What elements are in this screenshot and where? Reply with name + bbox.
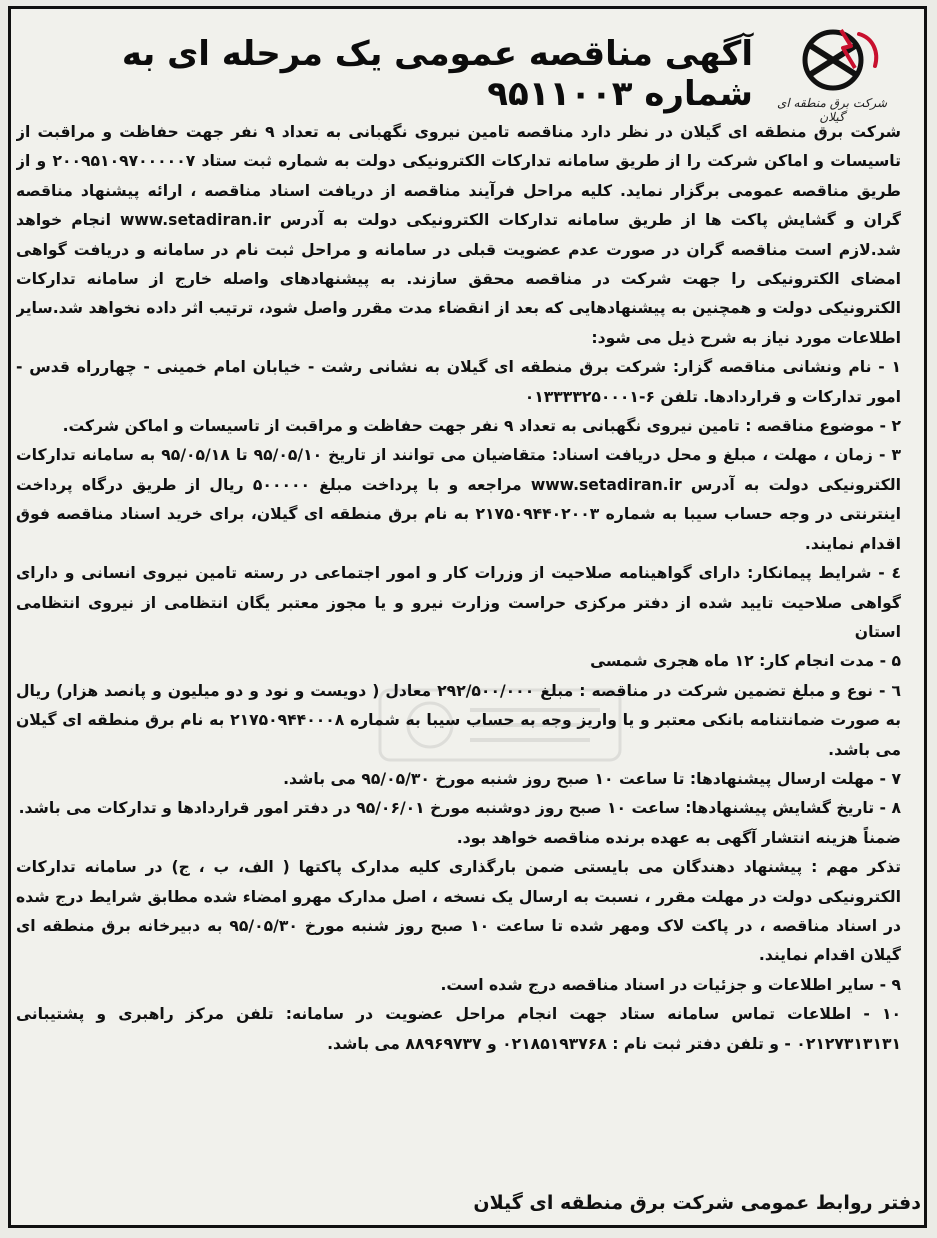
item-tenderer-address: ۱ - نام ونشانی مناقصه گزار: شرکت برق منطقه ای گیلان به نشانی رشت - خیابان امام خمینی - چهارراه قدس - امور تدارکات و قراردادها. تلفن ۶-۰۱۳۳۳۳۲۵۰۰۰۱ <box>16 358 901 406</box>
ad-signature: دفتر روابط عمومی شرکت برق منطقه ای گیلان <box>473 1192 921 1214</box>
ad-title: آگهی مناقصه عمومی یک مرحله ای به شماره ۹۵۱۱۰۰۳ <box>121 34 753 114</box>
intro-paragraph: شرکت برق منطقه ای گیلان در نظر دارد مناقصه تامین نیروی نگهبانی به تعداد ۹ نفر جهت حفاظت و مراقبت از تاسیسات و اماکن شرکت را از طریق سامانه تدارکات الکترونیکی دولت به شماره ثبت ستاد ۲۰۰۹۵۱۰۹۷۰۰۰۰۰۷ و از طریق مناقصه عمومی برگزار نماید. کلیه مراحل فرآیند مناقصه از دریافت اسناد مناقصه ، ارائه پیشنهاد مناقصه گران و گشایش پاکت ها از طریق سامانه تدارکات الکترونیکی دولت به آدرس www.setadiran.ir انجام خواهد شد.لازم است مناقصه گران در صورت عدم عضویت قبلی در سامانه و مراحل ثبت نام در سامانه و دریافت گواهی امضای الکترونیکی را جهت شرکت در مناقصه محقق سازند. به پیشنهادهای واصله خارج از سامانه تدارکات الکترونیکی دولت و همچنین به پیشنهادهایی که بعد از انقضاء مدت مقرر واصل شود، ترتیب اثر داده نخواهد شد.سایر اطلاعات مورد نیاز به شرح ذیل می شود: <box>16 123 901 347</box>
item-other-info: ۹ - سایر اطلاعات و جزئیات در اسناد مناقصه درج شده است. <box>440 975 901 994</box>
item-opening-date: ۸ - تاریخ گشایش پیشنهادها: ساعت ۱۰ صبح روز دوشنبه مورخ ۹۵/۰۶/۰۱ در دفتر امور قراردادها و تدارکات می باشد. <box>18 799 901 818</box>
logo-caption: شرکت برق منطقه ای گیلان <box>776 96 887 124</box>
item-document-receipt: ۳ - زمان ، مهلت ، مبلغ و محل دریافت اسناد: متقاضیان می توانند از تاریخ ۹۵/۰۵/۱۰ تا ۹۵/۰۵/۱۸ به سامانه تدارکات الکترونیکی دولت به آدرس www.setadiran.ir مراجعه و با پرداخت مبلغ ۵۰۰۰۰۰ ریال از طریق درگاه پرداخت اینترنتی در وجه حساب سیبا به شماره ۲۱۷۵۰۹۴۴۰۲۰۰۳ به نام برق منطقه ای گیلان، برای خرید اسناد مناقصه فوق اقدام نمایند. <box>16 446 901 553</box>
item-submission-deadline: ۷ - مهلت ارسال پیشنهادها: تا ساعت ۱۰ صبح روز شنبه مورخ ۹۵/۰۵/۳۰ می باشد. <box>283 769 901 788</box>
item-guarantee: ٦ - نوع و مبلغ تضمین شرکت در مناقصه : مبلغ ۲۹۲/۵۰۰/۰۰۰ معادل ( دویست و نود و دو میلیون و پانصد هزار) ریال به صورت ضمانتنامه بانکی معتبر و یا واریز وجه به حساب سیبا به شماره ۲۱۷۵۰۹۴۴۰۰۰۸ به نام برق منطقه ای گیلان می باشد. <box>16 681 901 759</box>
item-contact-info: ۱۰ - اطلاعات تماس سامانه ستاد جهت انجام مراحل عضویت در سامانه: تلفن مرکز راهبری و پشتیبانی ۰۲۱۲۷۳۱۳۱۳۱ - و تلفن دفتر ثبت نام : ۰۲۱۸۵۱۹۳۷۶۸ و ۸۸۹۶۹۷۳۷ می باشد. <box>16 1005 901 1053</box>
item-tender-subject: ۲ - موضوع مناقصه : تامین نیروی نگهبانی به تعداد ۹ نفر جهت حفاظت و مراقبت از تاسیسات و اماکن شرکت. <box>62 417 901 436</box>
item-work-duration: ۵ - مدت انجام کار: ۱۲ ماه هجری شمسی <box>590 652 901 671</box>
ad-header <box>10 12 903 124</box>
note-ad-cost: ضمناً هزینه انتشار آگهی به عهده برنده مناقصه خواهد بود. <box>456 828 901 847</box>
ad-body <box>16 118 901 1168</box>
important-note: تذکر مهم : پیشنهاد دهندگان می بایستی ضمن بارگذاری کلیه مدارک پاکتها ( الف، ب ، ج) در سامانه تدارکات الکترونیکی دولت در مهلت مقرر ، نسبت به ارسال یک نسخه ، اصل مدارک مهرو امضاء شده مطابق شرایط درج شده در اسناد مناقصه ، در پاکت لاک ومهر شده تا ساعت ۱۰ صبح روز شنبه مورخ ۹۵/۰۵/۳۰ به دبیرخانه برق منطقه ای گیلان اقدام نمایند. <box>16 858 901 965</box>
item-contractor-conditions: ٤ - شرایط پیمانکار: دارای گواهینامه صلاحیت از وزرات کار و امور اجتماعی در رسته تامین نیروی انسانی و دارای گواهی صلاحیت تایید شده از دفتر مرکزی حراست وزارت نیرو و یا مجوز معتبر یگان انتظامی از نیروی انتظامی استان <box>16 564 901 641</box>
